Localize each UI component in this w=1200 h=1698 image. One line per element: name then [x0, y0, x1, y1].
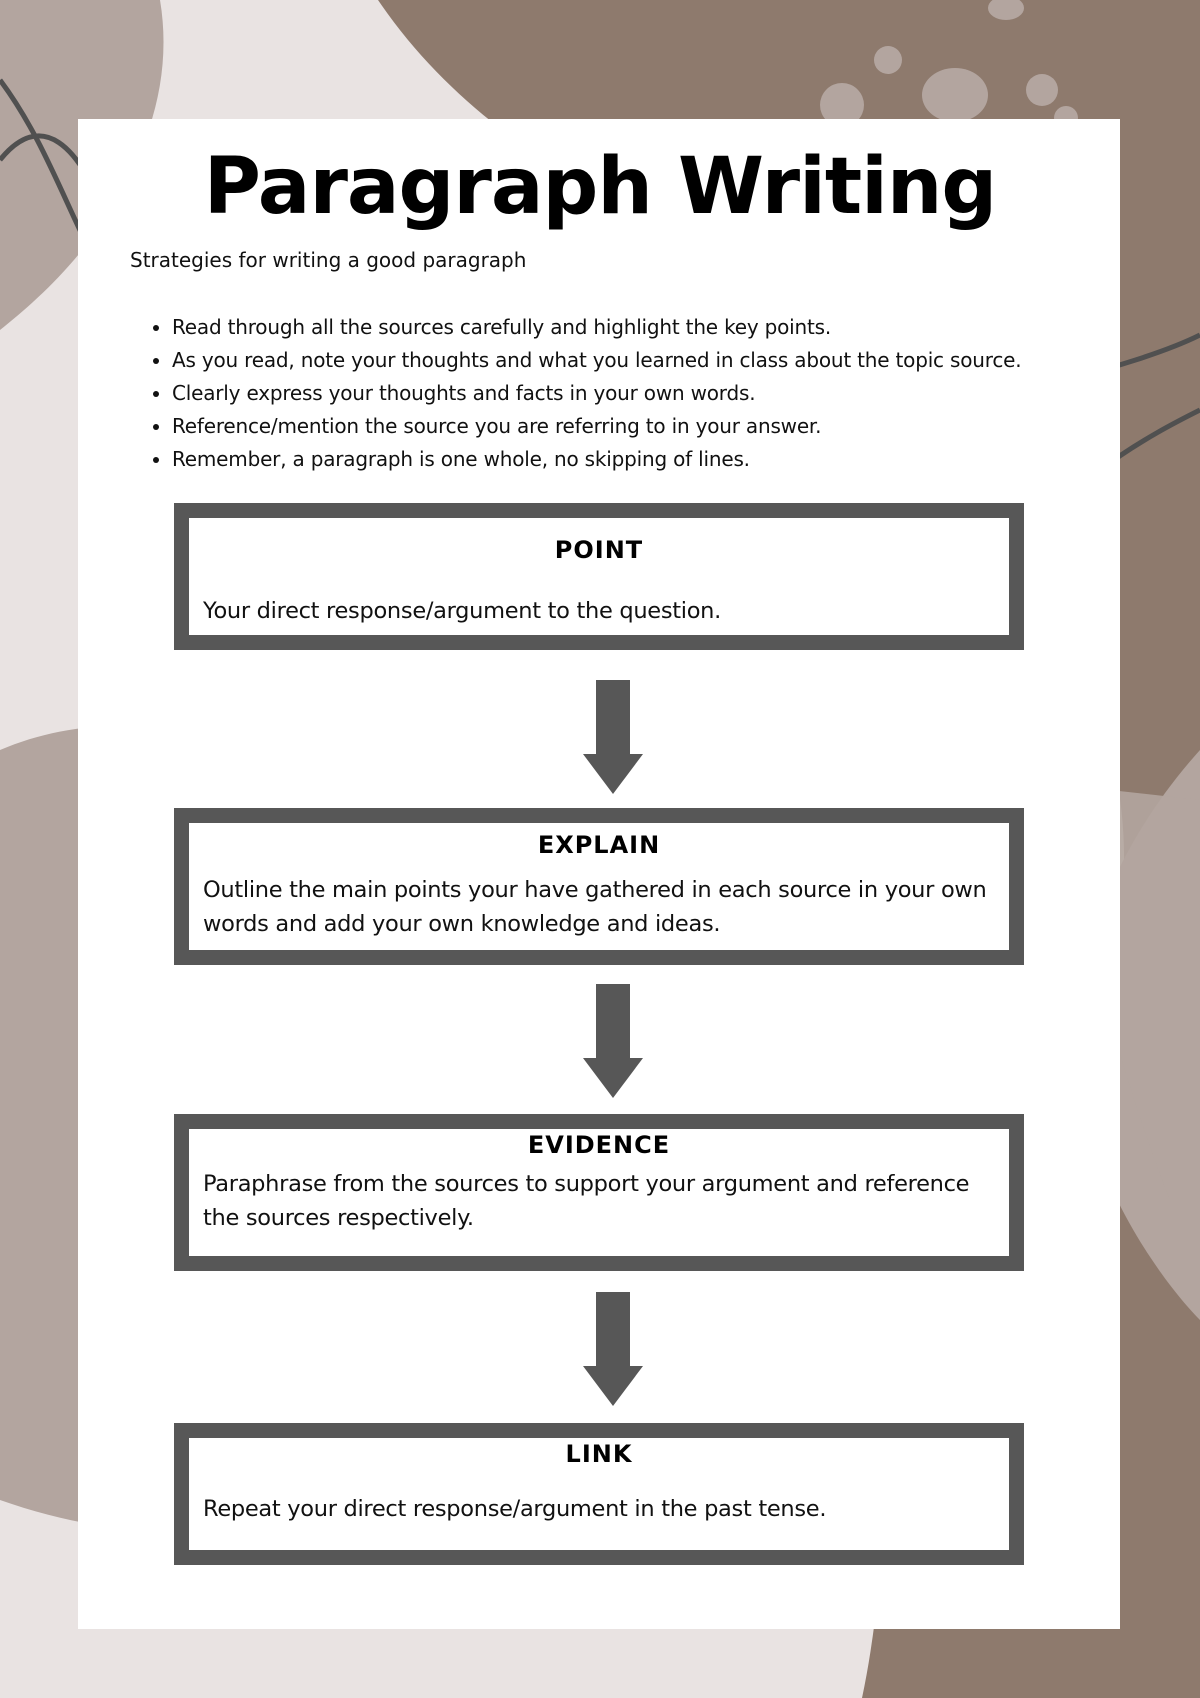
evidence-heading: EVIDENCE	[527, 1131, 671, 1159]
explain-text: Outline the main points your have gathered in each source in your own words and add your own knowledge and ideas.	[203, 877, 987, 937]
explain-heading: EXPLAIN	[537, 831, 661, 859]
list-item: • Reference/mention the source you are referring to in your answer.	[172, 410, 1157, 443]
evidence-box	[174, 1114, 1024, 1271]
evidence-text: Paraphrase from the sources to support your argument and reference the sources respectively.	[203, 1171, 970, 1231]
arrow-down-icon	[583, 680, 643, 796]
list-item: • Clearly express your thoughts and facts in your own words.	[172, 377, 1157, 410]
strategy-list	[140, 311, 1157, 476]
explain-box	[174, 808, 1024, 965]
arrow-down-icon	[583, 1292, 643, 1408]
arrow-down-icon	[583, 984, 643, 1100]
list-item: • Read through all the sources carefully and highlight the key points.	[172, 311, 1157, 344]
point-heading: POINT	[554, 536, 644, 564]
list-item: • Remember, a paragraph is one whole, no skipping of lines.	[172, 443, 1157, 476]
point-text: Your direct response/argument to the question.	[203, 598, 721, 624]
list-item: • As you read, note your thoughts and what you learned in class about the topic source.	[172, 344, 1157, 377]
link-box	[174, 1423, 1024, 1565]
subtitle: Strategies for writing a good paragraph	[130, 248, 527, 272]
link-text: Repeat your direct response/argument in the past tense.	[203, 1496, 827, 1522]
point-box	[174, 503, 1024, 650]
link-heading: LINK	[565, 1440, 633, 1468]
page-title: Paragraph Writing	[203, 142, 997, 232]
